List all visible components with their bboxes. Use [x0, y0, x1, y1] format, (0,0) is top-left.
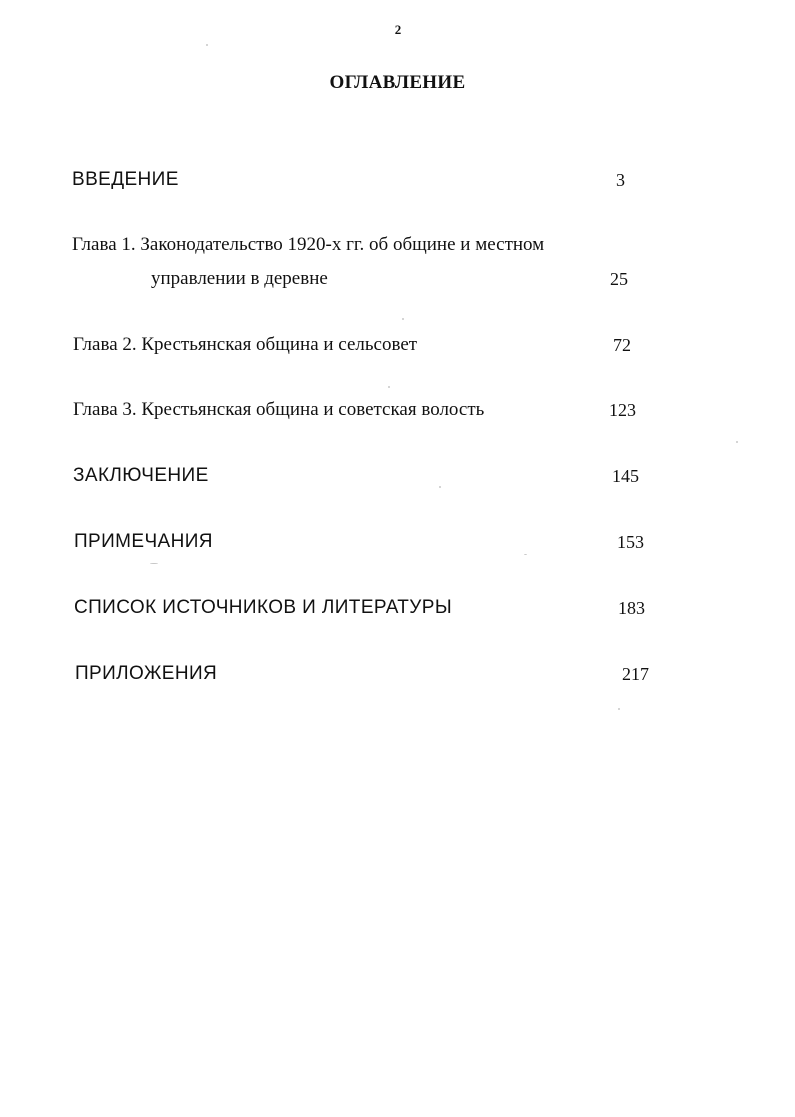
scan-speck [150, 563, 158, 564]
toc-page-sources: 183 [618, 598, 645, 618]
toc-page-appendices: 217 [622, 664, 649, 684]
toc-page-chapter3: 123 [609, 400, 636, 420]
scan-speck [388, 386, 390, 388]
toc-entry-conclusion: ЗАКЛЮЧЕНИЕ [73, 465, 209, 486]
scan-speck [524, 554, 527, 555]
toc-page-notes: 153 [617, 532, 644, 552]
scan-speck [206, 44, 208, 46]
scan-speck [618, 708, 620, 710]
toc-page-introduction: 3 [616, 170, 625, 190]
toc-entry-chapter1-line2: управлении в деревне [151, 268, 328, 289]
toc-entry-introduction: ВВЕДЕНИЕ [72, 169, 179, 190]
scan-speck [736, 441, 738, 443]
toc-page-chapter1: 25 [610, 269, 628, 289]
toc-entry-chapter3: Глава 3. Крестьянская община и советская волость [73, 399, 485, 420]
page-number: 2 [394, 22, 402, 37]
toc-entry-chapter1-line1: Глава 1. Законодательство 1920-х гг. об общине и местном [72, 234, 545, 255]
toc-entry-chapter2: Глава 2. Крестьянская община и сельсовет [73, 334, 418, 355]
toc-page-conclusion: 145 [612, 466, 639, 486]
toc-entry-appendices: ПРИЛОЖЕНИЯ [75, 663, 218, 684]
page-title: ОГЛАВЛЕНИЕ [329, 72, 466, 93]
toc-page-chapter2: 72 [613, 335, 631, 355]
scan-speck [402, 318, 404, 320]
scan-speck [439, 486, 441, 488]
toc-entry-sources: СПИСОК ИСТОЧНИКОВ И ЛИТЕРАТУРЫ [74, 597, 453, 618]
toc-entry-notes: ПРИМЕЧАНИЯ [74, 531, 213, 552]
